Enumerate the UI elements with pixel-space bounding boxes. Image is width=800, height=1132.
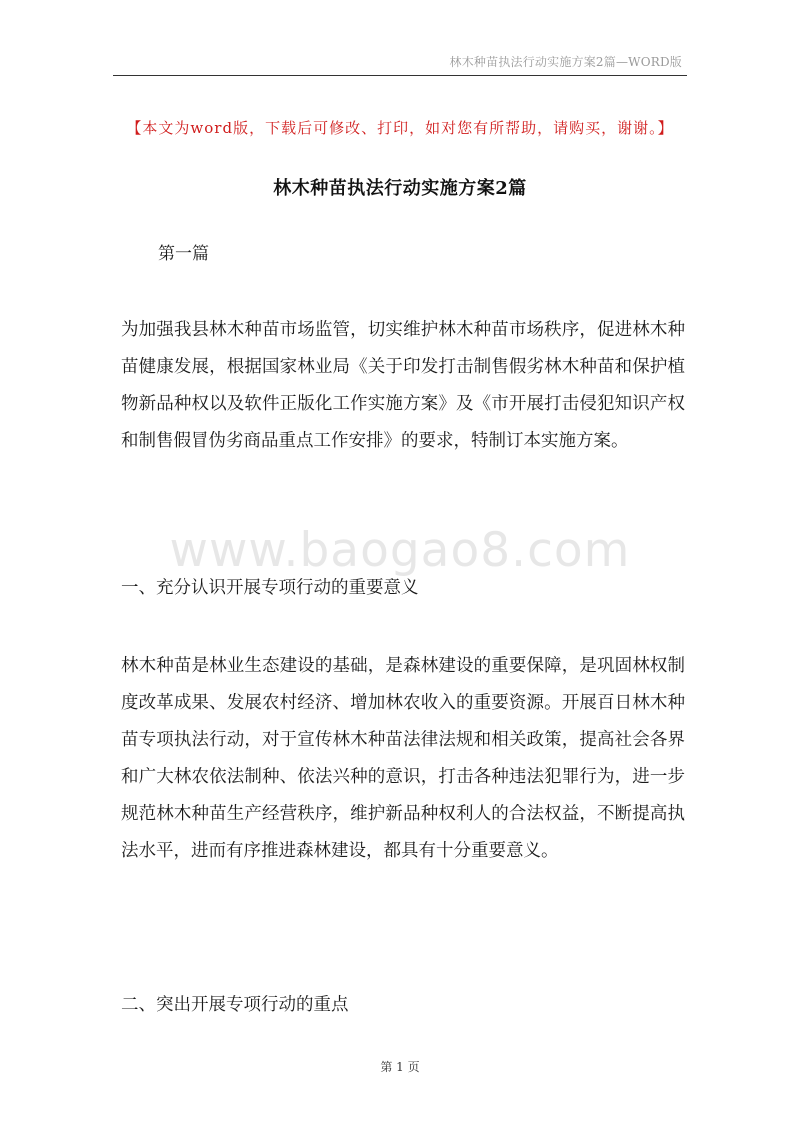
section-heading-2: 二、突出开展专项行动的重点	[121, 995, 349, 1015]
running-header: 林木种苗执法行动实施方案2篇—WORD版	[449, 55, 682, 69]
section-label: 第一篇	[158, 244, 209, 264]
header-divider	[113, 75, 687, 76]
section-heading-1: 一、充分认识开展专项行动的重要意义	[121, 578, 419, 598]
document-title: 林木种苗执法行动实施方案2篇	[273, 178, 527, 199]
body-paragraph-2: 林木种苗是林业生态建设的基础，是森林建设的重要保障，是巩固林权制度改革成果、发展农村经济、增加林农收入的重要资源。开展百日林木种苗专项执法行动，对于宣传林木种苗法律法规和相关政策，提高社会各界和广大林农依法制种、依法兴种的意识，打击各种违法犯罪行为，进一步规范林木种苗生产经营秩序，维护新品种权利人的合法权益，不断提高执法水平，进而有序推进森林建设，都具有十分重要意义。	[121, 656, 685, 861]
body-paragraph-1: 为加强我县林木种苗市场监管，切实维护林木种苗市场秩序，促进林木种苗健康发展，根据国家林业局《关于印发打击制售假劣林木种苗和保护植物新品种权以及软件正版化工作实施方案》及《市开展打击侵犯知识产权和制售假冒伪劣商品重点工作安排》的要求，特制订本实施方案。	[121, 320, 685, 451]
page-number: 第 1 页	[380, 1060, 420, 1074]
purchase-notice: 【本文为word版，下载后可修改、打印，如对您有所帮助，请购买，谢谢。】	[126, 119, 674, 137]
watermark: www.baogao8.com	[169, 523, 631, 578]
